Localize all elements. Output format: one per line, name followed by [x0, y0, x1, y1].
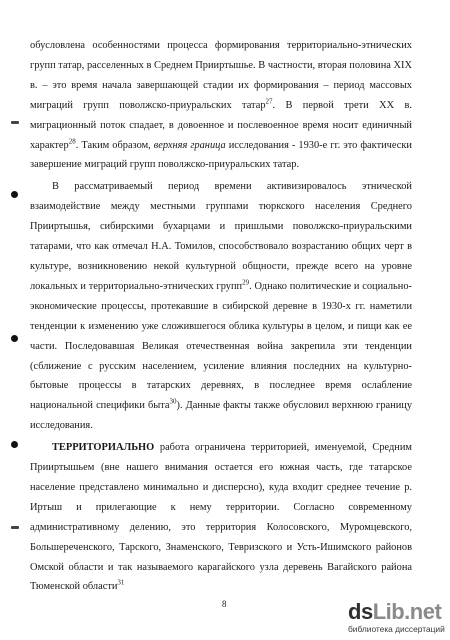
- section-keyword: ТЕРРИТОРИАЛЬНО: [52, 442, 155, 454]
- watermark: [348, 599, 446, 637]
- binding-hole-dot: [11, 335, 18, 342]
- paragraph-3: ТЕРРИТОРИАЛЬНО работа ограничена территорией, именуемой, Средним Прииртышьем (вне нашего внимания остается его южная часть, где татарское население представлено минимально и дисперсно), куда входит среднее течение р. Иртыш и прилегающие к нему территории. Согласно современному административному делению, это территория Колосовского, Муромцевского, Большереченского, Тарского, Знаменского, Тевризского и Усть-Ишимского районов Омской области и так называемого карагайского узла деревень Вагайского района Тюменской области$^{31}$: [30, 442, 412, 593]
- binding-hole-dot: [11, 441, 18, 448]
- footnote-ref: 30: [169, 397, 177, 406]
- paragraph-2: В рассматриваемый период времени активизировалось этнической взаимодействие между местными группами тюркского населения Среднего Прииртышья, сибирскими бухарцами и пришлыми поволжско-приуральскими татарами, что как отмечал Н.А. Томилов, способствовало возрастанию общих черт в культуре, возникновению некой культурной общности, прежде всего на уровне локальных и территориально-этнических групп$^{29}$. Однако политические и социально-экономические процессы, протекавшие в сибирской деревне в 1930-х гг. наметили тенденции к изменению уже сложившегося облика культуры в целом, и пищи как ее части. Последовавшая Великая отечественная война закрепила эти тенденции (сближение с русским населением, усиление влияния последних на культурно-бытовые процессы в татарских деревнях, в последнее время ослабление национальной специфики быта$^{30}$). Данные факты также обусловил верхнюю границу исследования.: [30, 181, 413, 432]
- punch-mark: [11, 121, 19, 124]
- page-number: 8: [222, 599, 227, 609]
- footnote-ref: 28: [68, 137, 76, 146]
- watermark-logo: dsLib.net: [348, 599, 442, 624]
- watermark-subtitle: библиотека диссертаций: [348, 624, 445, 634]
- footnote-ref: 29: [242, 278, 250, 287]
- footnote-ref: 27: [265, 97, 273, 106]
- emphasis-text: верхняя граница: [153, 139, 226, 151]
- footnote-ref: 31: [117, 579, 125, 587]
- paragraph-1: обусловлена особенностями процесса формирования территориально-этнических групп татар, расселенных в Среднем Прииртышье. В частности, вторая половина XIX в. – это время начала завершающей стадии их формирования – период массовых миграций групп поволжско-приуральских татар$^{27}$. В первой трети XX в. миграционный поток спадает, в довоенное и послевоенное время носит единичный характер$^{28}$. Таким образом, верхняя граница исследования - 1930-е гг. это фактически завершение миграций групп поволжско-приуральских татар.: [30, 40, 412, 171]
- punch-mark: [11, 526, 19, 529]
- body-text: [30, 36, 412, 597]
- binding-hole-dot: [11, 191, 18, 198]
